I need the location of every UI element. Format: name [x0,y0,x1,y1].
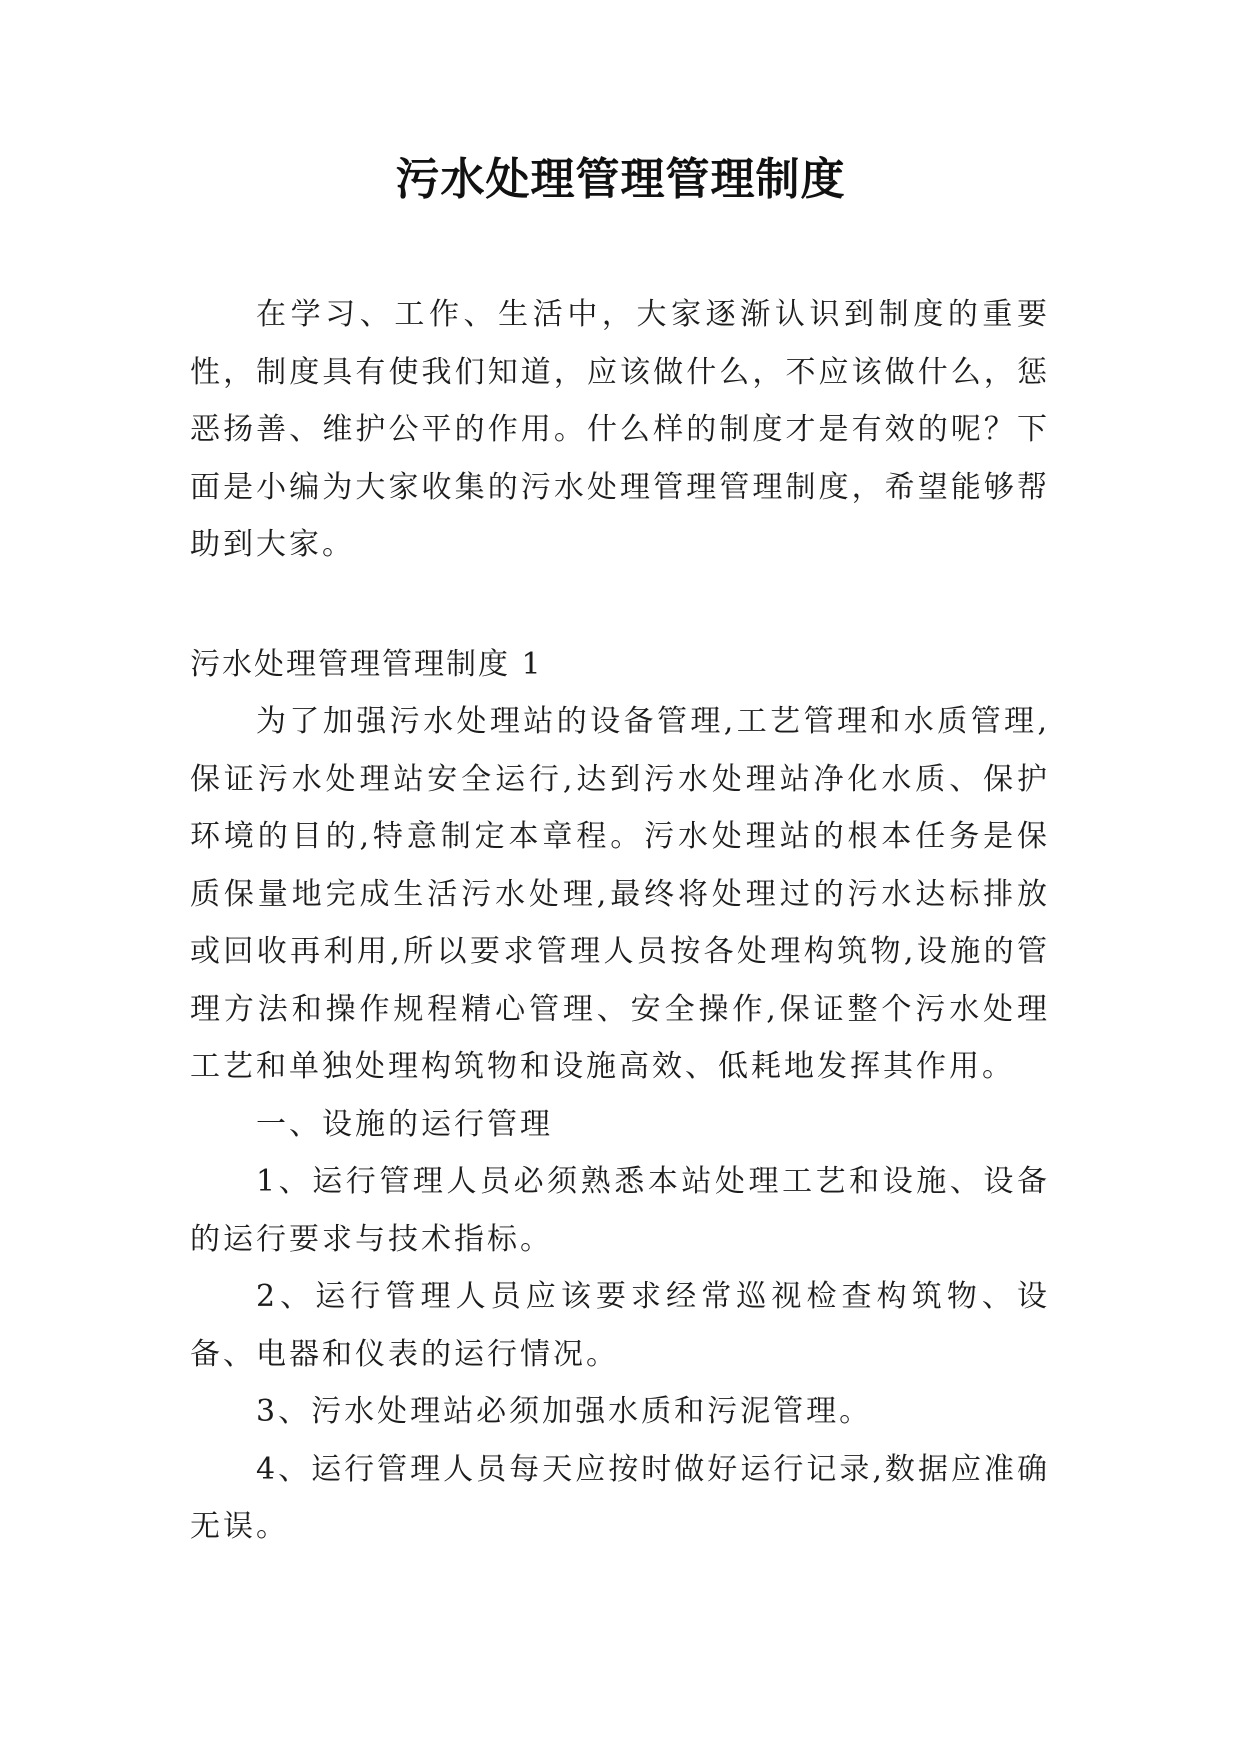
list-item: 2、运行管理人员应该要求经常巡视检查构筑物、设备、电器和仪表的运行情况。 [190,1279,1050,1372]
list-item: 4、运行管理人员每天应按时做好运行记录,数据应准确无误。 [190,1451,1050,1544]
section-paragraph: 为了加强污水处理站的设备管理,工艺管理和水质管理,保证污水处理站安全运行,达到污水处理站净化水质、保护环境的目的,特意制定本章程。污水处理站的根本任务是保质保量地完成生活污水处理,最终将处理过的污水达标排放或回收再利用,所以要求管理人员按各处理构筑物,设施的管理方法和操作规程精心管理、安全操作,保证整个污水处理工艺和单独处理构筑物和设施高效、低耗地发挥其作用。 [190,704,1050,1084]
subsection-heading: 一、设施的运行管理 [256,1106,553,1142]
section-heading: 污水处理管理管理制度 1 [190,647,543,682]
list-item: 3、污水处理站必须加强水质和污泥管理。 [256,1394,873,1429]
section-body [190,693,1050,1556]
document-title: 污水处理管理管理制度 [395,154,846,205]
intro-paragraph: 在学习、工作、生活中，大家逐渐认识到制度的重要性，制度具有使我们知道，应该做什么，不应该做什么，惩恶扬善、维护公平的作用。什么样的制度才是有效的呢？下面是小编为大家收集的污水处理管理管理制度，希望能够帮助到大家。 [190,297,1050,562]
list-item: 1、运行管理人员必须熟悉本站处理工艺和设施、设备的运行要求与技术指标。 [190,1164,1050,1257]
